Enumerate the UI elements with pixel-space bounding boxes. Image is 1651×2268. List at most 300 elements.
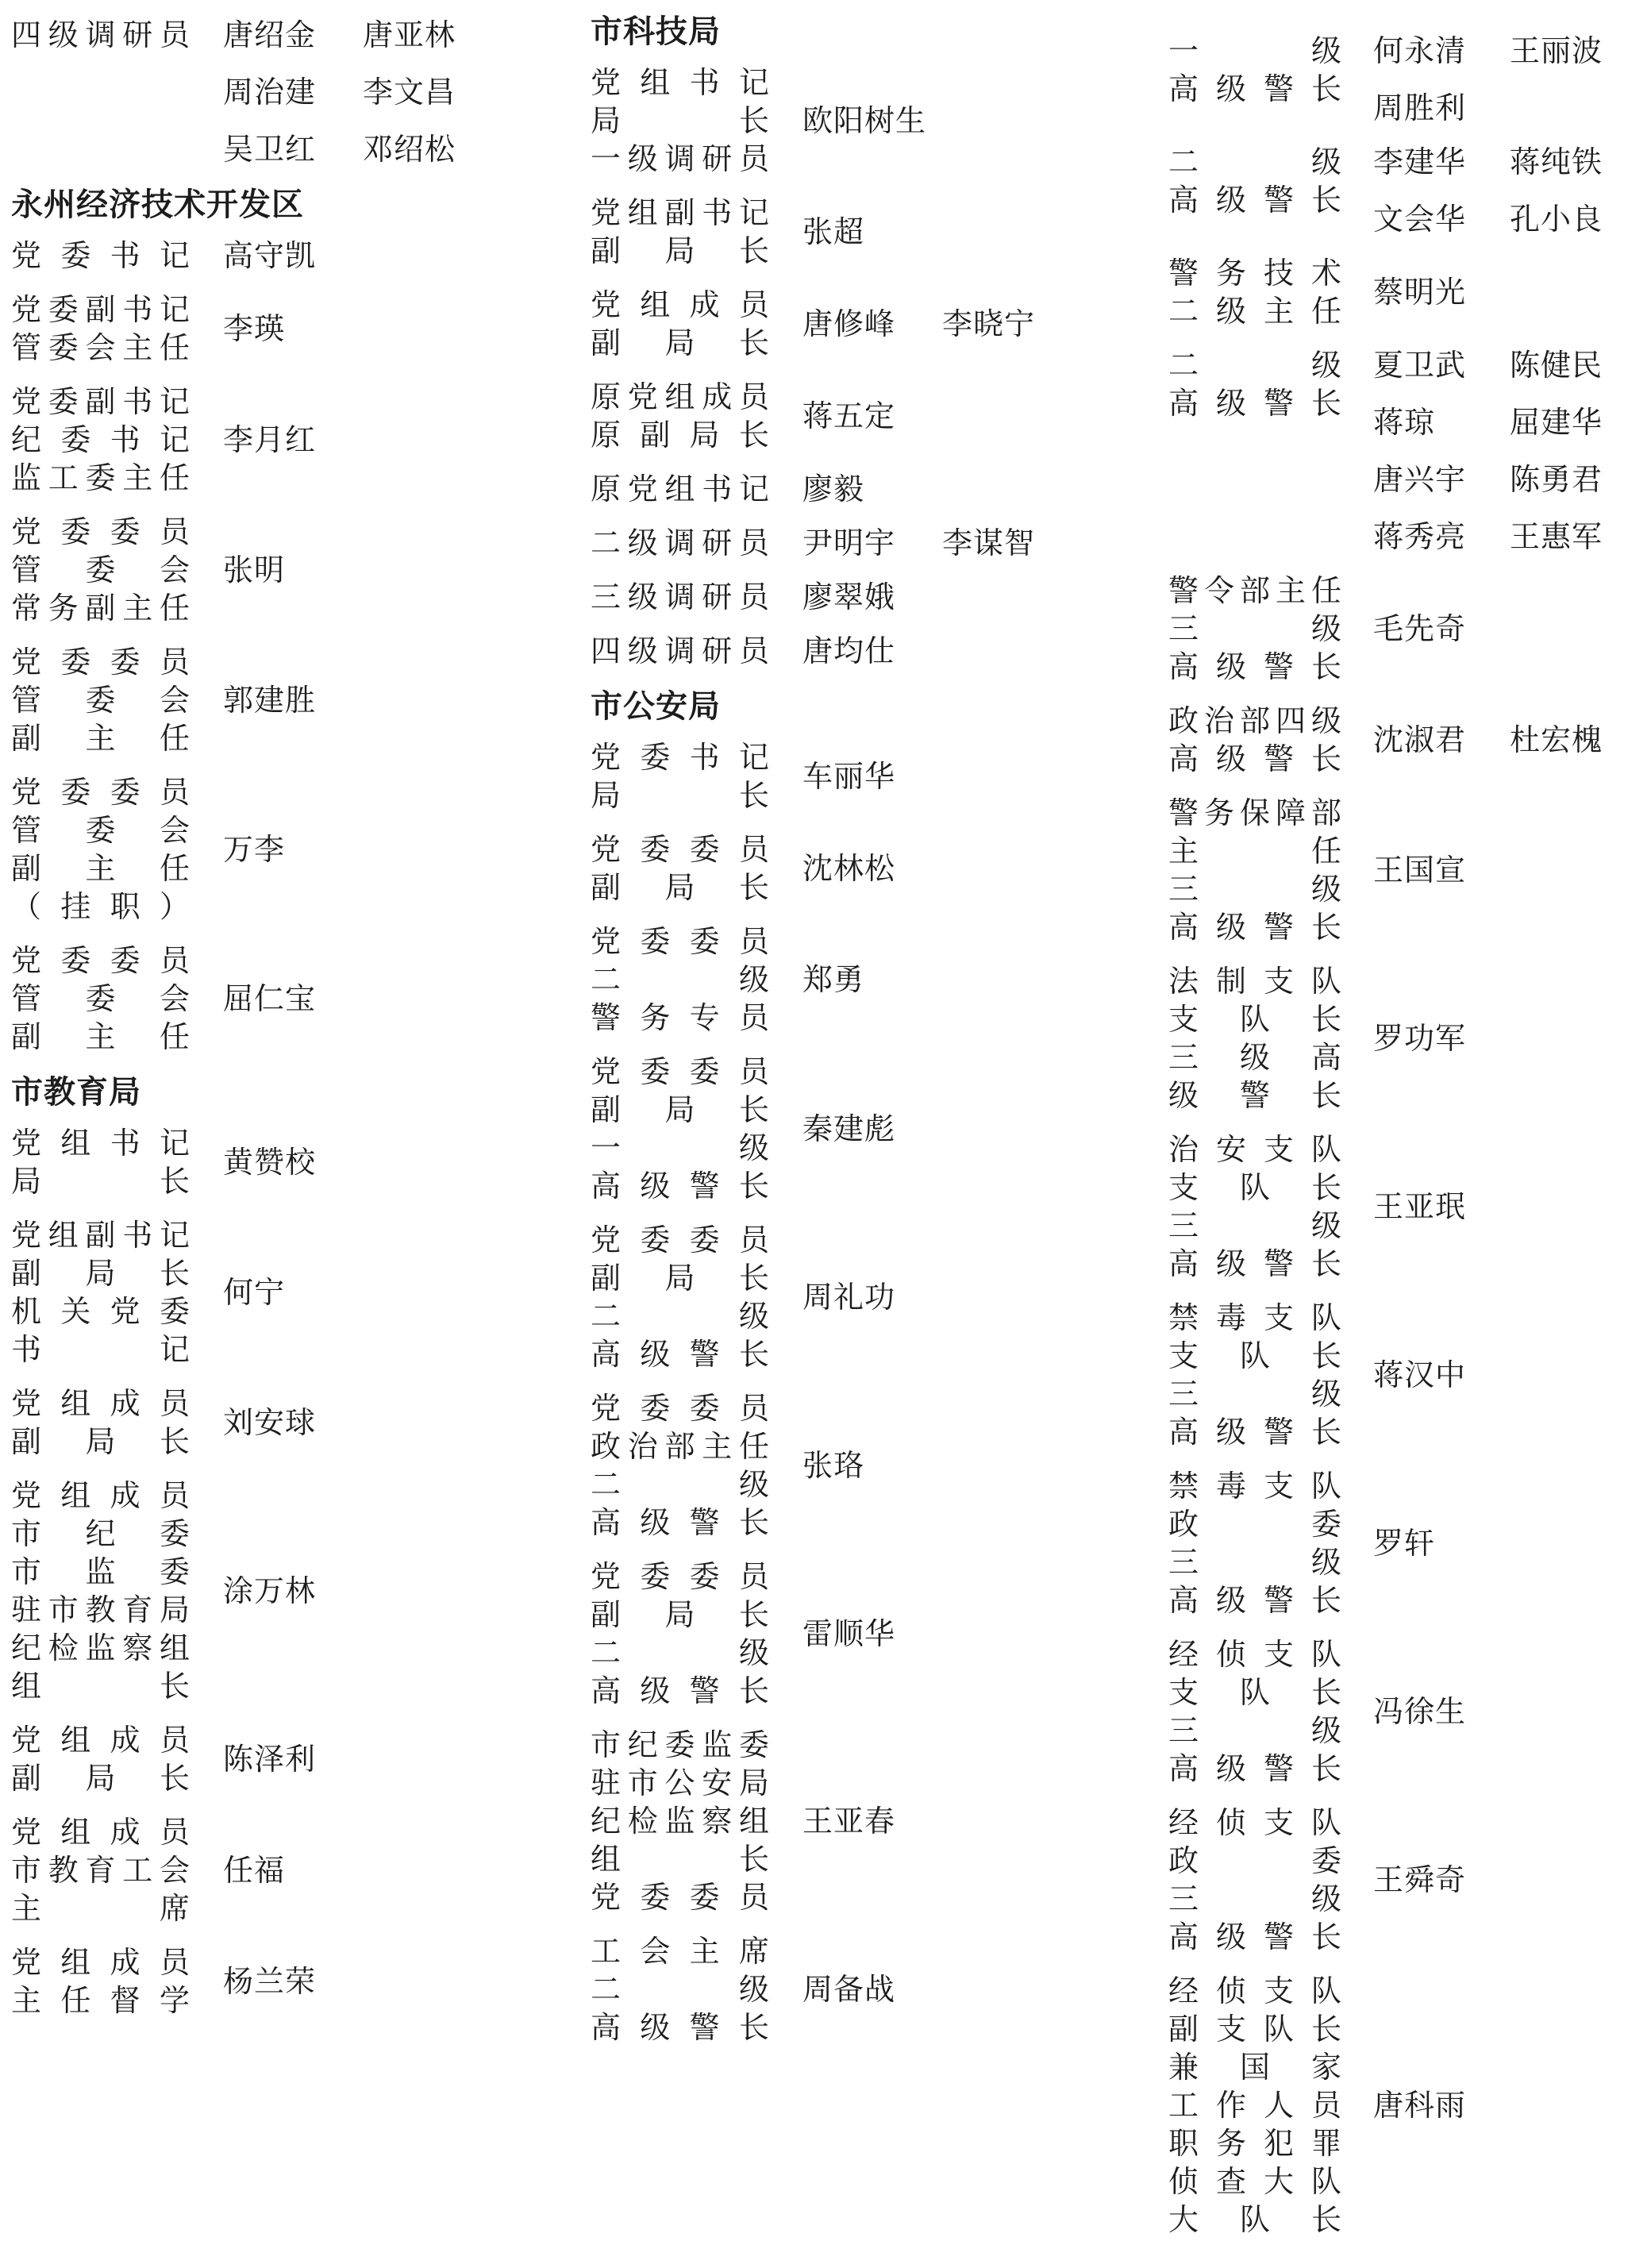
title-char: 委 bbox=[110, 943, 140, 978]
roster-entry bbox=[11, 237, 579, 275]
entry-titles bbox=[591, 1932, 769, 2047]
title-line bbox=[591, 140, 769, 178]
title-line bbox=[1168, 1635, 1341, 1673]
person-name: 郭建胜 bbox=[223, 683, 317, 718]
title-line bbox=[1168, 143, 1341, 181]
title-char: 人 bbox=[1263, 2088, 1294, 2123]
title-char: 二 bbox=[1168, 144, 1199, 179]
title-char: 员 bbox=[159, 1478, 190, 1513]
title-line bbox=[591, 1634, 769, 1672]
title-char: 级 bbox=[1310, 1545, 1341, 1580]
roster-entry bbox=[1168, 143, 1651, 238]
title-char: 委 bbox=[85, 553, 116, 587]
title-char: 员 bbox=[159, 514, 190, 549]
title-char: 任 bbox=[159, 721, 190, 756]
title-char: 令 bbox=[1203, 573, 1234, 608]
entry-names bbox=[1373, 1019, 1646, 1057]
roster-entry bbox=[591, 632, 1158, 670]
title-char: 级 bbox=[627, 141, 658, 176]
title-char: 检 bbox=[627, 1804, 658, 1839]
title-char: 员 bbox=[159, 1815, 190, 1850]
title-char: 委 bbox=[60, 775, 91, 810]
pre-block bbox=[11, 0, 579, 168]
entry-names bbox=[1373, 32, 1646, 127]
roster-entry bbox=[591, 922, 1158, 1037]
title-char: 委 bbox=[110, 514, 140, 549]
title-char: 党 bbox=[11, 943, 42, 978]
entry-names bbox=[802, 524, 1082, 562]
title-char: 长 bbox=[1310, 1002, 1341, 1037]
roster-entry bbox=[11, 16, 579, 168]
person-name: 孔小良 bbox=[1510, 202, 1603, 237]
title-char: 工 bbox=[48, 460, 79, 495]
title-char: 级 bbox=[1215, 1920, 1246, 1954]
title-char: 副 bbox=[591, 233, 622, 268]
title-char: 记 bbox=[159, 1218, 190, 1253]
title-char: 支 bbox=[1263, 1300, 1294, 1335]
roster-entry bbox=[591, 1726, 1158, 1916]
title-char: 局 bbox=[689, 418, 720, 452]
title-char: 委 bbox=[640, 924, 671, 959]
title-char: 警 bbox=[1263, 910, 1294, 945]
title-char: 驻 bbox=[11, 1592, 42, 1627]
title-line bbox=[1168, 70, 1341, 108]
title-char: 机 bbox=[11, 1294, 42, 1329]
title-char: 驻 bbox=[591, 1765, 622, 1800]
person-name: 蔡明光 bbox=[1373, 275, 1467, 310]
entry-titles bbox=[1168, 254, 1341, 330]
title-char: 队 bbox=[1239, 1002, 1270, 1037]
entry-names bbox=[223, 16, 502, 168]
title-char: 长 bbox=[738, 870, 769, 905]
title-char: 治 bbox=[1203, 703, 1234, 738]
title-line bbox=[1168, 1505, 1341, 1543]
entry-titles bbox=[11, 1477, 190, 1705]
title-char: 党 bbox=[591, 832, 622, 867]
title-char: 局 bbox=[664, 870, 695, 905]
entry-names bbox=[802, 213, 1082, 251]
title-char: 监 bbox=[85, 1631, 116, 1665]
title-line bbox=[1168, 181, 1341, 219]
entry-titles bbox=[11, 643, 190, 757]
title-char: 级 bbox=[1310, 1881, 1341, 1916]
title-line bbox=[1168, 1804, 1341, 1842]
entry-titles bbox=[591, 1053, 769, 1205]
title-char: 委 bbox=[640, 740, 671, 775]
title-char: 主 bbox=[689, 1934, 720, 1969]
title-char: 主 bbox=[1168, 834, 1199, 868]
title-line bbox=[591, 286, 769, 324]
entry-names bbox=[223, 551, 502, 589]
title-line bbox=[11, 1813, 190, 1851]
title-char: 任 bbox=[159, 460, 190, 495]
title-char: 二 bbox=[591, 1972, 622, 2007]
entry-names bbox=[802, 1802, 1082, 1840]
person-name: 王惠军 bbox=[1510, 519, 1603, 554]
title-char: 长 bbox=[738, 233, 769, 268]
entry-names bbox=[223, 681, 502, 719]
title-line bbox=[11, 1254, 190, 1292]
title-char: 长 bbox=[1310, 1338, 1341, 1373]
title-char: 员 bbox=[738, 379, 769, 414]
title-char: 部 bbox=[1239, 703, 1270, 738]
title-line bbox=[11, 773, 190, 811]
entry-titles bbox=[591, 1389, 769, 1542]
entry-names bbox=[223, 1273, 502, 1311]
title-char: 书 bbox=[702, 195, 733, 230]
title-line bbox=[1168, 384, 1341, 422]
title-char: 高 bbox=[1168, 741, 1199, 776]
title-char: 专 bbox=[689, 1000, 720, 1035]
title-char: 书 bbox=[11, 1332, 42, 1367]
title-line bbox=[591, 194, 769, 232]
title-char: 支 bbox=[1263, 1973, 1294, 2008]
title-char: 警 bbox=[1239, 1078, 1270, 1113]
title-char: 委 bbox=[689, 832, 720, 867]
title-char: 记 bbox=[159, 384, 190, 419]
person-name: 夏卫武 bbox=[1373, 348, 1467, 383]
title-char: 高 bbox=[1168, 1751, 1199, 1786]
title-line bbox=[1168, 794, 1341, 832]
title-char: 员 bbox=[159, 645, 190, 680]
title-char: 长 bbox=[1310, 183, 1341, 218]
title-char: 副 bbox=[11, 1424, 42, 1459]
title-char: 党 bbox=[627, 379, 658, 414]
title-char: 调 bbox=[85, 17, 116, 52]
title-char: 警 bbox=[689, 1673, 720, 1708]
title-char: 支 bbox=[1263, 1637, 1294, 1672]
title-char: 委 bbox=[48, 292, 79, 327]
title-char: 四 bbox=[11, 17, 42, 52]
title-char: 会 bbox=[159, 981, 190, 1016]
title-char: 书 bbox=[122, 384, 153, 419]
title-line bbox=[1168, 572, 1341, 610]
person-name: 唐科雨 bbox=[1373, 2088, 1467, 2123]
title-line bbox=[591, 1840, 769, 1878]
title-char: 成 bbox=[110, 1723, 140, 1758]
roster-entry bbox=[1168, 32, 1651, 127]
title-char: 二 bbox=[1168, 348, 1199, 383]
title-char: 党 bbox=[11, 1723, 42, 1758]
title-char: 经 bbox=[1168, 1805, 1199, 1840]
person-name: 唐修峰 bbox=[802, 306, 896, 341]
title-char: 书 bbox=[122, 292, 153, 327]
person-name: 车丽华 bbox=[802, 759, 896, 794]
title-char: 员 bbox=[738, 141, 769, 176]
title-char: 局 bbox=[664, 325, 695, 360]
title-line bbox=[11, 1330, 190, 1369]
title-char: 席 bbox=[159, 1891, 190, 1926]
entry-titles bbox=[591, 830, 769, 907]
roster-entry bbox=[591, 1053, 1158, 1205]
title-char: 记 bbox=[159, 1126, 190, 1161]
title-line bbox=[11, 811, 190, 849]
title-char: 组 bbox=[60, 1815, 91, 1850]
person-name: 尹明宇 bbox=[802, 526, 896, 560]
title-char: 组 bbox=[60, 1945, 91, 1980]
title-char: 术 bbox=[1310, 256, 1341, 291]
title-char: 长 bbox=[1310, 1583, 1341, 1618]
title-char: 纪 bbox=[85, 1516, 116, 1551]
title-char: 调 bbox=[664, 141, 695, 176]
title-line bbox=[591, 1802, 769, 1840]
entry-titles bbox=[1168, 572, 1341, 686]
person-name: 高守凯 bbox=[223, 238, 317, 273]
title-line bbox=[11, 1553, 190, 1591]
title-line bbox=[591, 1129, 769, 1167]
person-name: 涂万林 bbox=[223, 1573, 317, 1608]
person-name: 唐兴宇 bbox=[1373, 462, 1467, 497]
entry-titles bbox=[1168, 1467, 1341, 1619]
title-line bbox=[11, 849, 190, 888]
entry-titles bbox=[591, 1558, 769, 1710]
person-name: 张明 bbox=[223, 553, 286, 587]
title-line bbox=[591, 1726, 769, 1764]
title-char: 调 bbox=[664, 580, 695, 614]
entry-names bbox=[1373, 1188, 1646, 1226]
title-char: 禁 bbox=[1168, 1469, 1199, 1504]
title-char: 党 bbox=[591, 740, 622, 775]
title-char: 三 bbox=[1168, 611, 1199, 646]
title-line bbox=[11, 1292, 190, 1330]
person-name: 周胜利 bbox=[1373, 90, 1467, 125]
entry-names bbox=[802, 305, 1082, 343]
title-char: 会 bbox=[159, 813, 190, 848]
title-char: 委 bbox=[640, 1880, 671, 1915]
title-char: 察 bbox=[702, 1804, 733, 1839]
title-line bbox=[591, 524, 769, 562]
title-char: 调 bbox=[664, 526, 695, 560]
title-char: 安 bbox=[702, 1765, 733, 1800]
title-char: 家 bbox=[1310, 2050, 1341, 2085]
entry-titles bbox=[11, 1124, 190, 1200]
title-char: 员 bbox=[1310, 2088, 1341, 2123]
title-char: 长 bbox=[1310, 386, 1341, 421]
title-line bbox=[591, 1297, 769, 1335]
person-name: 任福 bbox=[223, 1853, 286, 1888]
title-char: 警 bbox=[1263, 183, 1294, 218]
title-line bbox=[591, 1672, 769, 1710]
title-line bbox=[1168, 1375, 1341, 1413]
title-char: 高 bbox=[1168, 1920, 1199, 1954]
title-char: 部 bbox=[1310, 795, 1341, 830]
person-name: 周备战 bbox=[802, 1972, 896, 2007]
title-char: 长 bbox=[738, 1261, 769, 1296]
title-char: 长 bbox=[1310, 649, 1341, 684]
title-char: 级 bbox=[48, 17, 79, 52]
title-char: 长 bbox=[1310, 2202, 1341, 2237]
title-char: 任 bbox=[159, 1019, 190, 1054]
person-name: 邓绍松 bbox=[363, 132, 456, 167]
person-name: 陈泽利 bbox=[223, 1742, 317, 1777]
title-char: 长 bbox=[738, 1337, 769, 1372]
title-char: 政 bbox=[1168, 1843, 1199, 1878]
roster-entry bbox=[11, 1384, 579, 1461]
title-char: 二 bbox=[591, 1635, 622, 1670]
title-char: 书 bbox=[110, 238, 140, 273]
title-char: 市 bbox=[11, 1554, 42, 1589]
title-char: 政 bbox=[1168, 703, 1199, 738]
title-char: 长 bbox=[738, 325, 769, 360]
title-line bbox=[1168, 740, 1341, 778]
title-char: 级 bbox=[738, 1467, 769, 1502]
title-char: 大 bbox=[1263, 2164, 1294, 2199]
person-name: 蒋秀亮 bbox=[1373, 519, 1467, 554]
entry-titles bbox=[591, 194, 769, 270]
title-char: 级 bbox=[640, 1169, 671, 1203]
roster-entry bbox=[591, 378, 1158, 454]
entry-titles bbox=[591, 470, 769, 508]
title-char: 长 bbox=[159, 1424, 190, 1459]
title-char: 长 bbox=[159, 1164, 190, 1199]
title-char: 高 bbox=[591, 1505, 622, 1540]
title-char: 技 bbox=[1263, 256, 1294, 291]
title-char: 副 bbox=[11, 851, 42, 886]
title-char: 任 bbox=[1310, 573, 1341, 608]
title-line bbox=[11, 589, 190, 627]
title-char: 级 bbox=[738, 1299, 769, 1334]
title-char: 队 bbox=[1239, 1675, 1270, 1710]
title-line bbox=[1168, 702, 1341, 740]
title-line bbox=[1168, 1673, 1341, 1712]
title-line bbox=[591, 1970, 769, 2008]
roster-entry bbox=[1168, 1972, 1651, 2239]
title-line bbox=[11, 1667, 190, 1705]
title-char: 警 bbox=[1263, 1246, 1294, 1281]
title-char: 党 bbox=[591, 1054, 622, 1089]
title-char: 公 bbox=[664, 1765, 695, 1800]
title-char: 组 bbox=[48, 1218, 79, 1253]
person-name: 李月红 bbox=[223, 422, 317, 457]
title-char: 委 bbox=[48, 330, 79, 365]
title-char: 级 bbox=[1215, 1583, 1246, 1618]
title-char: 高 bbox=[591, 1337, 622, 1372]
entry-names bbox=[1373, 273, 1646, 311]
title-char: 长 bbox=[738, 1092, 769, 1127]
title-char: 毒 bbox=[1215, 1469, 1246, 1504]
entry-names bbox=[802, 961, 1082, 999]
title-char: 局 bbox=[85, 1424, 116, 1459]
person-name: 黄赞校 bbox=[223, 1145, 317, 1180]
title-char: 级 bbox=[1215, 294, 1246, 329]
person-name: 何宁 bbox=[223, 1275, 286, 1310]
person-name: 欧阳树生 bbox=[802, 103, 927, 138]
title-char: 级 bbox=[1168, 1078, 1199, 1113]
title-line bbox=[1168, 1299, 1341, 1337]
title-line bbox=[11, 1384, 190, 1423]
title-char: 记 bbox=[159, 292, 190, 327]
person-name: 吴卫红 bbox=[223, 132, 317, 167]
entry-names bbox=[802, 397, 1082, 435]
title-line bbox=[1168, 1337, 1341, 1375]
title-char: 长 bbox=[159, 1256, 190, 1291]
title-char: 警 bbox=[1263, 649, 1294, 684]
title-char: 党 bbox=[591, 924, 622, 959]
title-line bbox=[11, 719, 190, 757]
title-char: 二 bbox=[591, 1467, 622, 1502]
entry-names bbox=[223, 1740, 502, 1778]
title-char: 党 bbox=[11, 1945, 42, 1980]
title-char: 记 bbox=[738, 195, 769, 230]
title-line bbox=[591, 416, 769, 454]
entry-titles bbox=[11, 773, 190, 926]
title-char: 记 bbox=[159, 1332, 190, 1367]
entry-names bbox=[802, 1615, 1082, 1653]
title-char: 三 bbox=[591, 580, 622, 614]
roster-entry bbox=[11, 383, 579, 497]
title-char: 长 bbox=[1310, 71, 1341, 106]
column-middle bbox=[591, 0, 1158, 2268]
title-char: 员 bbox=[738, 924, 769, 959]
entry-titles bbox=[591, 922, 769, 1037]
title-char: 副 bbox=[591, 325, 622, 360]
roster-entry bbox=[591, 286, 1158, 362]
title-char: 高 bbox=[1168, 910, 1199, 945]
title-line bbox=[1168, 1207, 1341, 1245]
title-char: 副 bbox=[664, 195, 695, 230]
title-line bbox=[1168, 1413, 1341, 1451]
title-char: 委 bbox=[640, 1391, 671, 1426]
title-char: 原 bbox=[591, 379, 622, 414]
roster-entry bbox=[1168, 1635, 1651, 1788]
title-char: 市 bbox=[591, 1727, 622, 1762]
entry-titles bbox=[11, 237, 190, 275]
title-char: 党 bbox=[11, 775, 42, 810]
title-char: 育 bbox=[85, 1853, 116, 1888]
title-char: 局 bbox=[11, 1164, 42, 1199]
entry-names bbox=[1373, 851, 1646, 889]
title-char: 级 bbox=[1310, 144, 1341, 179]
title-char: 高 bbox=[1168, 1583, 1199, 1618]
title-char: 员 bbox=[738, 580, 769, 614]
person-name: 唐均仕 bbox=[802, 633, 896, 668]
person-name: 李文昌 bbox=[363, 75, 456, 110]
title-line bbox=[591, 738, 769, 776]
title-char: 副 bbox=[85, 292, 116, 327]
roster-entry bbox=[1168, 1299, 1651, 1451]
title-line bbox=[591, 470, 769, 508]
top-spacer bbox=[11, 0, 579, 5]
title-char: 长 bbox=[1310, 1246, 1341, 1281]
title-line bbox=[1168, 346, 1341, 384]
title-char: 务 bbox=[1215, 256, 1246, 291]
title-char: 党 bbox=[591, 1391, 622, 1426]
title-char: 会 bbox=[159, 1853, 190, 1888]
title-char: 副 bbox=[11, 721, 42, 756]
title-line bbox=[591, 1427, 769, 1465]
title-line bbox=[591, 1335, 769, 1373]
title-char: 级 bbox=[1215, 649, 1246, 684]
title-char: 级 bbox=[1310, 611, 1341, 646]
title-line bbox=[11, 1216, 190, 1254]
entry-names bbox=[223, 1404, 502, 1442]
title-char: 管 bbox=[11, 683, 42, 718]
title-line bbox=[11, 1515, 190, 1553]
person-name: 何永清 bbox=[1373, 33, 1467, 68]
title-char: 管 bbox=[11, 553, 42, 587]
title-line bbox=[1168, 2010, 1341, 2048]
title-line bbox=[591, 378, 769, 416]
title-char: 二 bbox=[591, 962, 622, 997]
roster-entry bbox=[11, 1216, 579, 1369]
title-char: 职 bbox=[110, 889, 140, 924]
title-line bbox=[591, 64, 769, 102]
roster-entry bbox=[1168, 1804, 1651, 1956]
entry-names bbox=[1373, 346, 1646, 556]
title-line bbox=[11, 1162, 190, 1200]
title-char: 党 bbox=[11, 1478, 42, 1513]
title-line bbox=[1168, 1467, 1341, 1505]
